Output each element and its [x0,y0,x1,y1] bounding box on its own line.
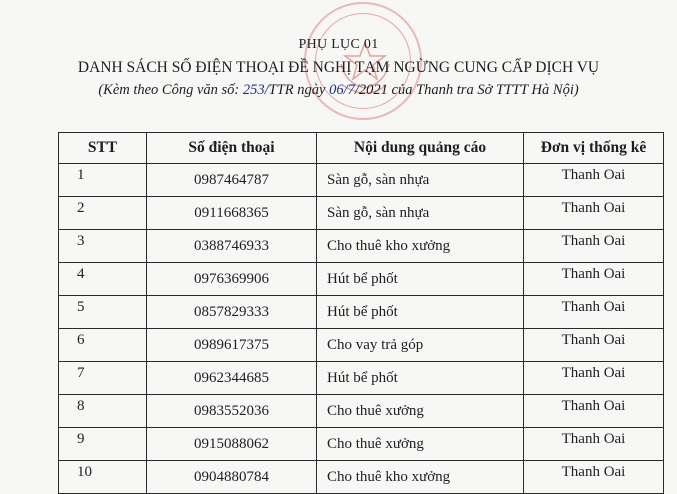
row-content: Cho thuê kho xưởng [317,230,524,263]
row-content: Cho thuê xưởng [317,428,524,461]
row-phone: 0857829333 [147,296,317,329]
row-stt: 1 [59,164,147,197]
row-phone: 0915088062 [147,428,317,461]
row-unit: Thanh Oai [524,197,664,230]
table-row [59,428,664,461]
row-unit: Thanh Oai [524,461,664,494]
dispatch-number: 253 [242,82,265,98]
row-unit: Thanh Oai [524,428,664,461]
row-content: Sàn gỗ, sàn nhựa [317,164,524,197]
row-stt: 8 [59,395,147,428]
subtitle-mid: /TTR ngày [264,82,330,98]
row-content: Cho vay trả góp [317,329,524,362]
appendix-label: PHỤ LỤC 01 [298,37,379,52]
subtitle-suffix: /2021 của Thanh tra Sở TTTT Hà Nội) [354,82,579,98]
row-phone: 0388746933 [147,230,317,263]
row-phone: 0983552036 [147,395,317,428]
table-row [59,197,664,230]
table-row [59,461,664,494]
header-content: Nội dung quảng cáo [317,133,524,164]
table-row [59,230,664,263]
row-content: Hút bể phốt [317,263,524,296]
table-row [59,296,664,329]
row-phone: 0976369906 [147,263,317,296]
row-unit: Thanh Oai [524,230,664,263]
row-content: Cho thuê kho xưởng [317,461,524,494]
table-row [59,263,664,296]
row-unit: Thanh Oai [524,329,664,362]
row-stt: 9 [59,428,147,461]
header-phone: Số điện thoại [147,133,317,164]
row-content: Hút bể phốt [317,296,524,329]
row-unit: Thanh Oai [524,263,664,296]
header-unit: Đơn vị thống kê [524,133,664,164]
table-header-row [59,133,664,164]
table-row [59,164,664,197]
table-row [59,395,664,428]
row-phone: 0987464787 [147,164,317,197]
row-phone: 0911668365 [147,197,317,230]
row-stt: 6 [59,329,147,362]
dispatch-date: 06/7 [329,82,355,98]
row-content: Sàn gỗ, sàn nhựa [317,197,524,230]
row-content: Cho thuê xưởng [317,395,524,428]
row-phone: 0962344685 [147,362,317,395]
row-content: Hút bể phốt [317,362,524,395]
row-stt: 10 [59,461,147,494]
row-unit: Thanh Oai [524,362,664,395]
row-unit: Thanh Oai [524,164,664,197]
row-stt: 3 [59,230,147,263]
table-row [59,362,664,395]
row-stt: 2 [59,197,147,230]
row-stt: 4 [59,263,147,296]
document-title: DANH SÁCH SỐ ĐIỆN THOẠI ĐỀ NGHỊ TẠM NGỪNG CUNG CẤP DỊCH VỤ [77,59,600,76]
subtitle-prefix: (Kèm theo Công văn số: [98,82,243,98]
phone-number-table [58,132,664,494]
table-row [59,329,664,362]
row-phone: 0989617375 [147,329,317,362]
row-unit: Thanh Oai [524,296,664,329]
document-subtitle [0,82,677,99]
header-stt: STT [59,133,147,164]
row-unit: Thanh Oai [524,395,664,428]
row-stt: 5 [59,296,147,329]
row-stt: 7 [59,362,147,395]
row-phone: 0904880784 [147,461,317,494]
